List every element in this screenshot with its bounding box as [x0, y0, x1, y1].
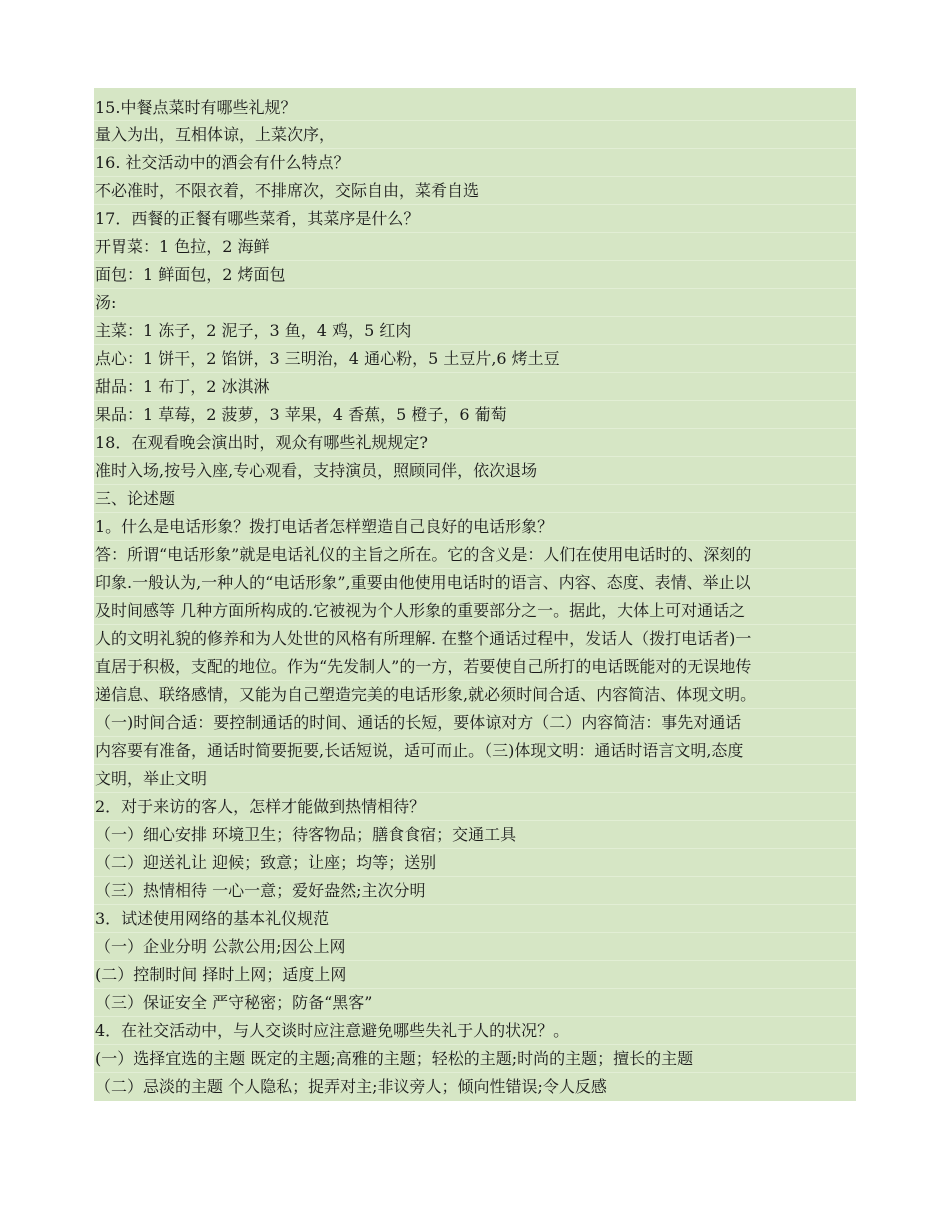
text-line: 印象.一般认为,一种人的“电话形象”,重要由他使用电话时的语言、内容、态度、表情、举止以 [94, 569, 856, 597]
text-line: 及时间感等 几种方面所构成的.它被视为个人形象的重要部分之一。据此，大体上可对通话之 [94, 597, 856, 625]
text-line: 16. 社交活动中的酒会有什么特点？ [94, 149, 856, 177]
text-line: 1。什么是电话形象？拨打电话者怎样塑造自己良好的电话形象？ [94, 513, 856, 541]
document-text-block [94, 88, 856, 1101]
text-line: 递信息、联络感情，又能为自己塑造完美的电话形象,就必须时间合适、内容简洁、体现文明。 [94, 681, 856, 709]
text-line: 17．西餐的正餐有哪些菜肴，其菜序是什么？ [94, 205, 856, 233]
text-line: 文明，举止文明 [94, 765, 856, 793]
text-line: 答：所谓“电话形象”就是电话礼仪的主旨之所在。它的含义是：人们在使用电话时的、深刻的 [94, 541, 856, 569]
text-line: 3．试述使用网络的基本礼仪规范 [94, 905, 856, 933]
text-line: 4．在社交活动中，与人交谈时应注意避免哪些失礼于人的状况？。 [94, 1017, 856, 1045]
text-line: （一）企业分明 公款公用;因公上网 [94, 933, 856, 961]
text-line: （一)时间合适：要控制通话的时间、通话的长短，要体谅对方（二）内容简洁：事先对通话 [94, 709, 856, 737]
text-line: 人的文明礼貌的修养和为人处世的风格有所理解. 在整个通话过程中，发话人（拨打电话者)一 [94, 625, 856, 653]
text-line: （三）保证安全 严守秘密；防备“黑客” [94, 989, 856, 1017]
text-line: 点心：1 饼干，2 馅饼，3 三明治，4 通心粉，5 土豆片,6 烤土豆 [94, 345, 856, 373]
text-line: (二）控制时间 择时上网；适度上网 [94, 961, 856, 989]
text-line: 2．对于来访的客人，怎样才能做到热情相待？ [94, 793, 856, 821]
text-line: 15.中餐点菜时有哪些礼规？ [94, 88, 856, 121]
text-line: (一）选择宜选的主题 既定的主题;高雅的主题；轻松的主题;时尚的主题；擅长的主题 [94, 1045, 856, 1073]
text-line: （二）忌淡的主题 个人隐私；捉弄对主;非议旁人；倾向性错误;令人反感 [95, 1077, 607, 1096]
text-line: 不必准时，不限衣着，不排席次，交际自由，菜肴自选 [94, 177, 856, 205]
text-line: 汤: [94, 289, 856, 317]
text-line: （三）热情相待 一心一意；爱好盎然;主次分明 [94, 877, 856, 905]
text-line: 甜品：1 布丁，2 冰淇淋 [94, 373, 856, 401]
text-line: （二）迎送礼让 迎候；致意；让座；均等；送别 [94, 849, 856, 877]
text-line: （一）细心安排 环境卫生；待客物品；膳食食宿；交通工具 [94, 821, 856, 849]
text-line: 面包：1 鲜面包，2 烤面包 [94, 261, 856, 289]
text-line: 主菜：1 冻子，2 泥子，3 鱼，4 鸡，5 红肉 [94, 317, 856, 345]
text-line: 内容要有准备，通话时简要扼要,长话短说，适可而止。（三)体现文明：通话时语言文明,态度 [94, 737, 856, 765]
text-line: 准时入场,按号入座,专心观看，支持演员，照顾同伴，依次退场 [94, 457, 856, 485]
text-line: 果品：1 草莓，2 菠萝，3 苹果，4 香蕉，5 橙子，6 葡萄 [94, 401, 856, 429]
text-line: 三、论述题 [94, 485, 856, 513]
text-line: 直居于积极，支配的地位。作为“先发制人”的一方，若要使自己所打的电话既能对的无误地传 [94, 653, 856, 681]
text-line: 18．在观看晚会演出时，观众有哪些礼规规定? [94, 429, 856, 457]
text-line: 量入为出，互相体谅，上菜次序， [94, 121, 856, 149]
text-line: 开胃菜：1 色拉，2 海鲜 [94, 233, 856, 261]
